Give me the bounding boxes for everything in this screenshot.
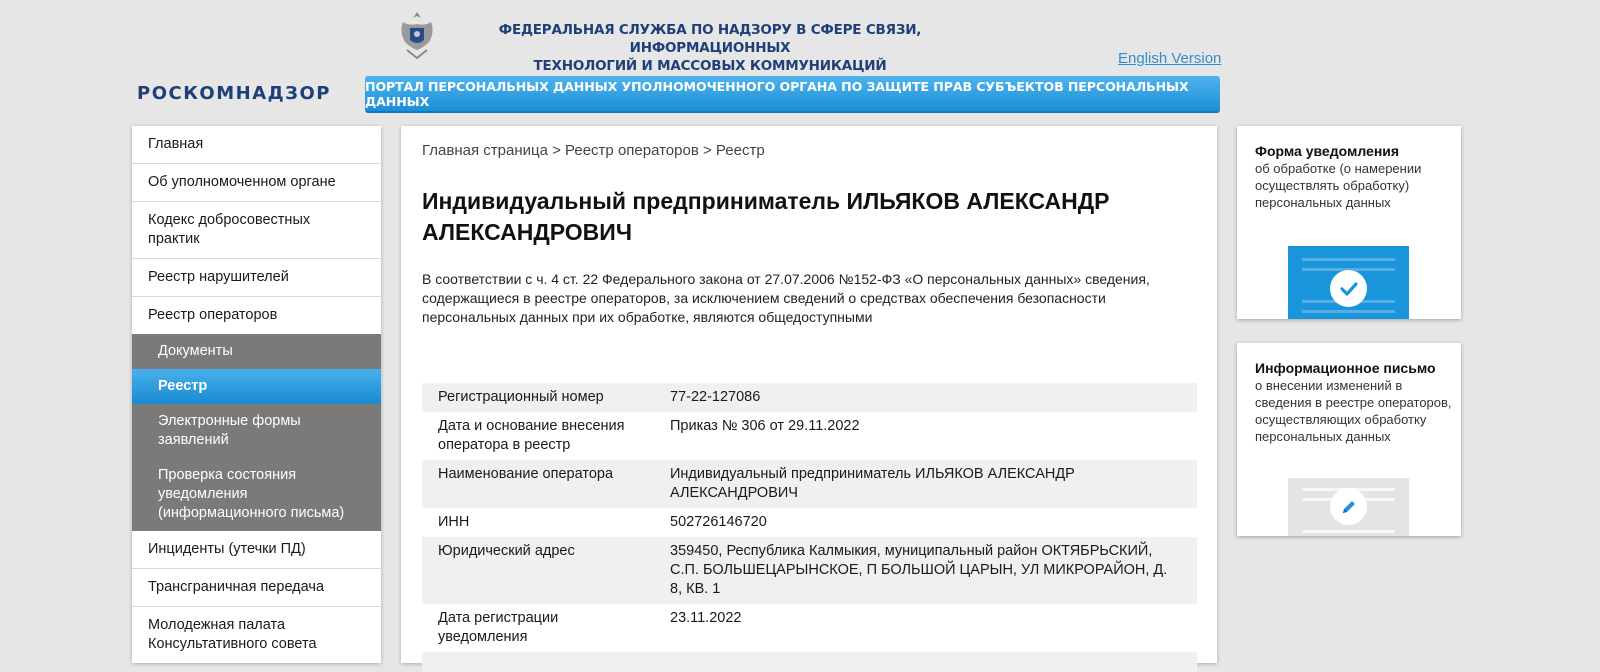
info-letter-illustration bbox=[1288, 478, 1409, 536]
notification-form-description: об обработке (о намерении осуществлять обработку) персональных данных bbox=[1255, 161, 1422, 210]
sidebar-nav bbox=[132, 126, 381, 663]
row-label bbox=[422, 652, 654, 672]
sidebar-item-cross-border[interactable]: Трансграничная передача bbox=[132, 569, 381, 607]
row-label: Наименование оператора bbox=[422, 460, 654, 508]
row-label: Юридический адрес bbox=[422, 537, 654, 604]
row-value: Индивидуальный предприниматель ИЛЬЯКОВ АЛЕКСАНДР АЛЕКСАНДРОВИЧ bbox=[654, 460, 1197, 508]
row-value: 359450, Республика Калмыкия, муниципальный район ОКТЯБРЬСКИЙ, С.П. БОЛЬШЕЦАРЫНСКОЕ, П БОЛЬШОЙ ЦАРЫН, УЛ МИКРОРАЙОН, Д. 8, КВ. 1 bbox=[654, 537, 1197, 604]
sidebar-item-home[interactable]: Главная bbox=[132, 126, 381, 164]
sidebar-item-operators-registry[interactable]: Реестр операторов bbox=[148, 307, 278, 323]
row-label: Дата и основание внесения оператора в реестр bbox=[438, 418, 625, 453]
breadcrumb-current: Реестр bbox=[715, 142, 765, 159]
pencil-icon bbox=[1330, 488, 1367, 525]
checkmark-icon bbox=[1330, 270, 1367, 307]
sidebar-item-code-of-practice[interactable]: Кодекс добросовестных практик bbox=[132, 202, 381, 259]
sidebar-subitem-electronic-forms[interactable]: Электронные формы заявлений bbox=[132, 404, 381, 458]
notification-form-text bbox=[1255, 142, 1455, 211]
table-row bbox=[422, 604, 1197, 652]
english-version-link[interactable]: English Version bbox=[1118, 50, 1222, 67]
row-label: Регистрационный номер bbox=[422, 383, 654, 412]
portal-title-bar: ПОРТАЛ ПЕРСОНАЛЬНЫХ ДАННЫХ УПОЛНОМОЧЕННОГО ОРГАНА ПО ЗАЩИТЕ ПРАВ СУБЪЕКТОВ ПЕРСОНАЛЬНЫХ ДАННЫХ bbox=[365, 76, 1220, 113]
brand-logo[interactable]: РОСКОМНАДЗОР bbox=[137, 83, 331, 104]
info-letter-title: Информационное письмо bbox=[1255, 360, 1436, 376]
notification-form-illustration bbox=[1288, 246, 1409, 319]
coat-of-arms-icon bbox=[397, 8, 437, 62]
sidebar-item-about[interactable]: Об уполномоченном органе bbox=[132, 164, 381, 202]
info-letter-description: о внесении изменений в сведения в реестре операторов, осуществляющих обработку персональных данных bbox=[1255, 378, 1452, 444]
sidebar-item-incidents[interactable]: Инциденты (утечки ПД) bbox=[132, 531, 381, 569]
table-row bbox=[422, 537, 1197, 604]
breadcrumb-separator: > bbox=[698, 142, 716, 159]
table-row bbox=[422, 460, 1197, 508]
notification-form-card[interactable] bbox=[1237, 126, 1461, 319]
info-letter-text bbox=[1255, 359, 1455, 445]
breadcrumb-operators-registry[interactable]: Реестр операторов bbox=[565, 142, 699, 159]
agency-name-line2: ТЕХНОЛОГИЙ И МАССОВЫХ КОММУНИКАЦИЙ bbox=[533, 58, 887, 74]
breadcrumb bbox=[422, 142, 765, 159]
sidebar-item-youth-chamber[interactable]: Молодежная палата Консультативного совета bbox=[132, 607, 381, 663]
row-value: 23.11.2022 bbox=[670, 610, 742, 626]
agency-name bbox=[440, 21, 980, 75]
main-content bbox=[401, 126, 1217, 663]
intro-text: В соответствии с ч. 4 ст. 22 Федерального закона от 27.07.2006 №152-ФЗ «О персональных данных» сведения, содержащиеся в реестре операторов, за исключением сведений о средствах обеспечения безопасности персональных данных при их обработке, являются общедоступными bbox=[422, 271, 1150, 325]
notification-form-title: Форма уведомления bbox=[1255, 143, 1400, 159]
table-row bbox=[422, 383, 1197, 412]
sidebar-subitem-documents[interactable]: Документы bbox=[132, 334, 381, 369]
operator-details-table bbox=[422, 383, 1197, 672]
row-label: Дата регистрации уведомления bbox=[438, 610, 559, 645]
sidebar-subitem-notification-status[interactable]: Проверка состояния уведомления (информационного письма) bbox=[132, 458, 381, 531]
page-title: Индивидуальный предприниматель ИЛЬЯКОВ АЛЕКСАНДР АЛЕКСАНДРОВИЧ bbox=[422, 188, 1110, 245]
agency-name-line1: ФЕДЕРАЛЬНАЯ СЛУЖБА ПО НАДЗОРУ В СФЕРЕ СВЯЗИ, ИНФОРМАЦИОННЫХ bbox=[498, 22, 922, 56]
table-row bbox=[422, 412, 1197, 460]
sidebar-subitem-registry[interactable]: Реестр bbox=[132, 369, 381, 404]
row-label: ИНН bbox=[438, 514, 470, 530]
info-letter-card[interactable] bbox=[1237, 343, 1461, 536]
breadcrumb-home[interactable]: Главная страница bbox=[422, 142, 548, 159]
table-row bbox=[422, 652, 1197, 672]
sidebar-item-violators-registry[interactable]: Реестр нарушителей bbox=[132, 259, 381, 297]
breadcrumb-separator: > bbox=[547, 142, 566, 159]
row-value bbox=[654, 652, 1197, 672]
row-value: Приказ № 306 от 29.11.2022 bbox=[670, 418, 860, 434]
row-value: 77-22-127086 bbox=[654, 383, 1197, 412]
row-value: 502726146720 bbox=[670, 514, 767, 530]
table-row bbox=[422, 508, 1197, 537]
